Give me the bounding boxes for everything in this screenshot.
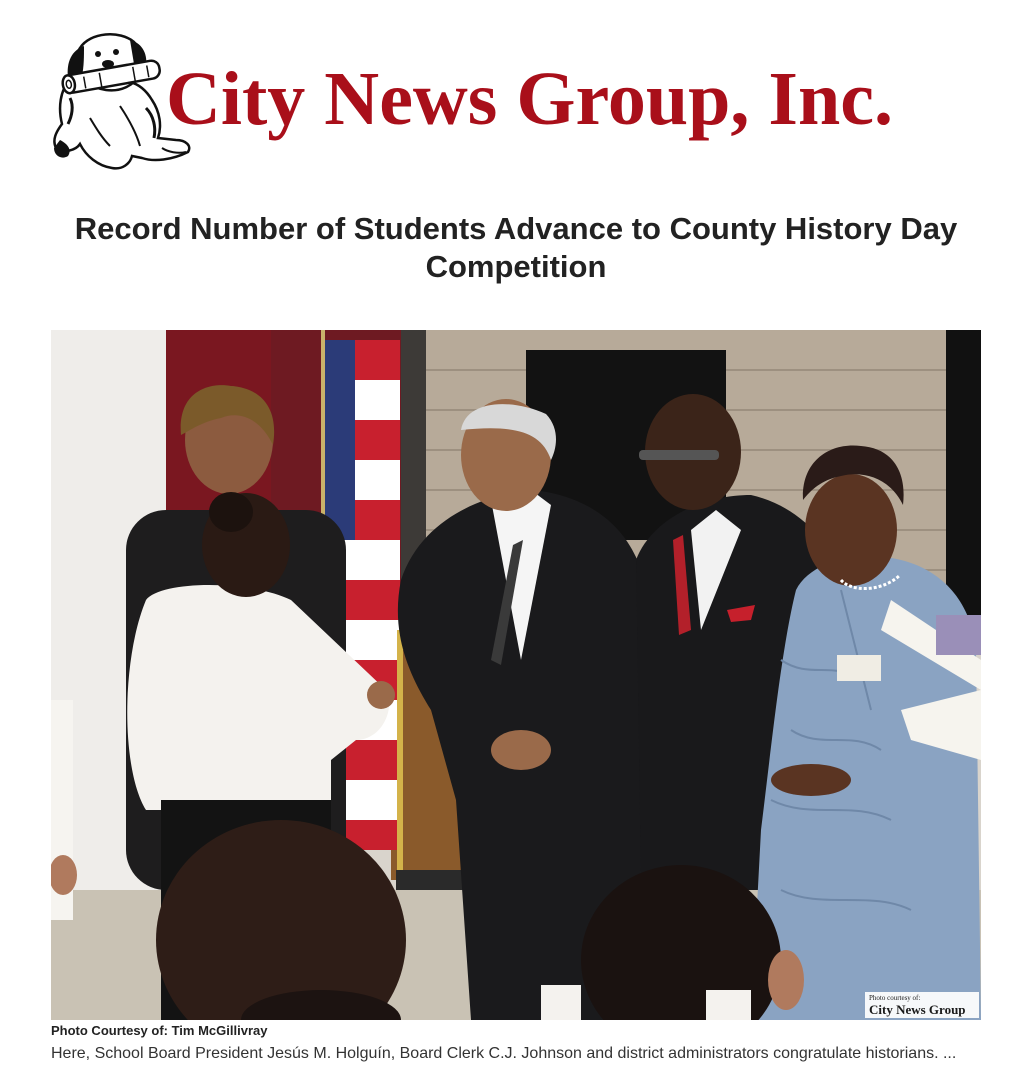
article-title: Record Number of Students Advance to County History Day Competition — [74, 211, 958, 284]
award-ceremony-photo — [51, 330, 981, 1020]
article-photo[interactable] — [51, 330, 981, 1020]
photo-credit: Photo Courtesy of: Tim McGillivray — [51, 1023, 268, 1038]
watermark-brand: City News Group — [869, 1002, 966, 1017]
masthead — [50, 28, 980, 178]
photo-caption: Here, School Board President Jesús M. Holguín, Board Clerk C.J. Johnson and district administrators congratulate historians. ... — [51, 1045, 957, 1062]
brand-name[interactable]: City News Group, Inc. — [166, 57, 893, 141]
photo-watermark — [865, 992, 979, 1018]
watermark-label: Photo courtesy of: — [869, 994, 921, 1002]
